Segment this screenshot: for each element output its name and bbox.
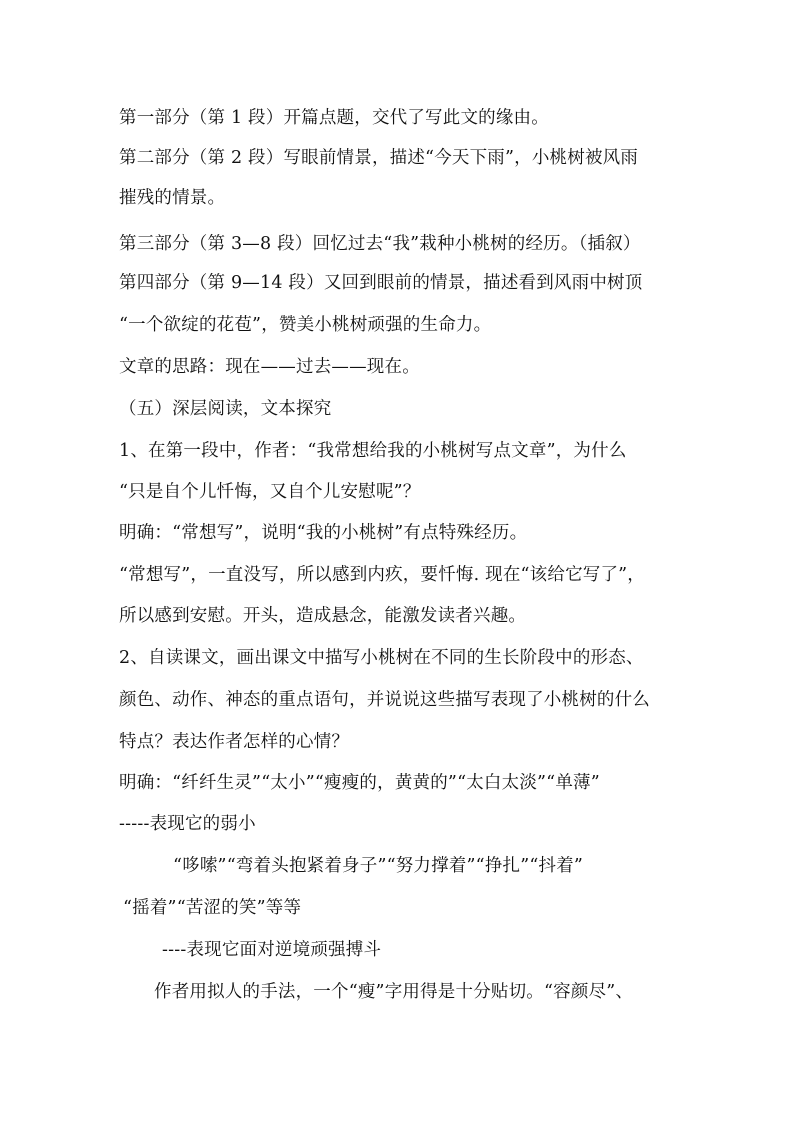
answer-line: 明确：“纤纤生灵”“太小”“瘦瘦的，黄黄的”“太白太淡”“单薄”	[119, 773, 600, 793]
question-line: “只是自个儿忏悔，又自个儿安慰呢”？	[119, 482, 421, 502]
answer-line: “摇着”“苦涩的笑”等等	[123, 898, 302, 918]
answer-line: 所以感到安慰。开头，造成悬念，能激发读者兴趣。	[119, 606, 527, 626]
question-line: 2、自读课文，画出课文中描写小桃树在不同的生长阶段中的形态、	[119, 648, 644, 668]
answer-line: ----表现它面对逆境顽强搏斗	[162, 940, 382, 960]
answer-line: 作者用拟人的手法，一个“瘦”字用得是十分贴切。“容颜尽”、	[154, 982, 634, 1002]
text-line: 摧残的情景。	[119, 188, 226, 208]
text-line: “一个欲绽的花苞”，赞美小桃树顽强的生命力。	[119, 315, 492, 335]
section-heading: （五）深层阅读，文本探究	[119, 399, 332, 419]
text-line: 第一部分（第 1 段）开篇点题，交代了写此文的缘由。	[119, 108, 549, 128]
question-line: 颜色、动作、神态的重点语句，并说说这些描写表现了小桃树的什么	[119, 690, 650, 710]
text-line: 第四部分（第 9—14 段）又回到眼前的情景，描述看到风雨中树顶	[119, 273, 643, 293]
answer-line: “哆嗦”“弯着头抱紧着身子”“努力撑着”“挣扎”“抖着”	[173, 856, 584, 876]
answer-line: -----表现它的弱小	[119, 814, 256, 834]
question-line: 1、在第一段中，作者：“我常想给我的小桃树写点文章”，为什么	[119, 441, 627, 461]
text-line: 文章的思路：现在——过去——现在。	[119, 357, 420, 377]
text-line: 第三部分（第 3—8 段）回忆过去“我”栽种小桃树的经历。（插叙）	[119, 234, 641, 254]
text-line: 第二部分（第 2 段）写眼前情景，描述“今天下雨”，小桃树被风雨	[119, 148, 639, 168]
answer-line: 明确：“常想写”，说明“我的小桃树”有点特殊经历。	[119, 523, 528, 543]
question-line: 特点？表达作者怎样的心情？	[119, 732, 350, 752]
answer-line: “常想写”，一直没写，所以感到内疚，要忏悔. 现在“该给它写了”，	[119, 565, 646, 585]
